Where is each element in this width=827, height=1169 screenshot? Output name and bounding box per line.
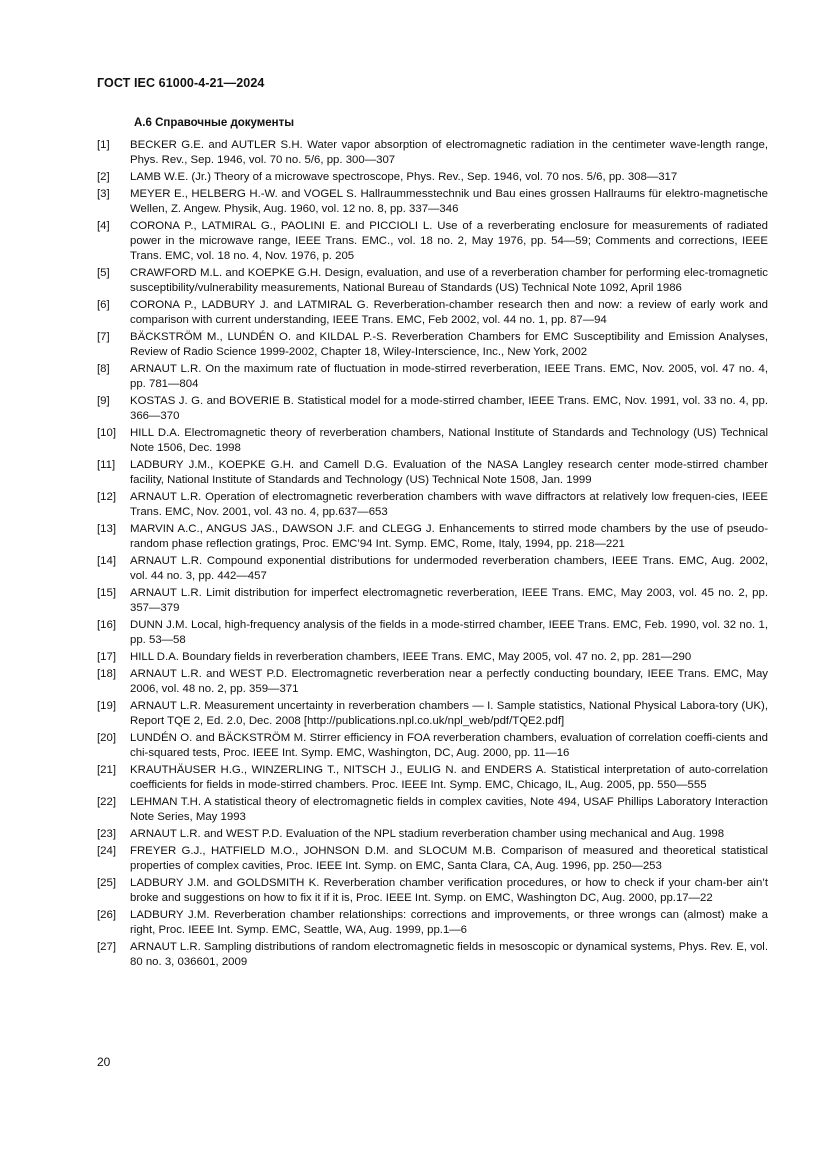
reference-item (97, 763, 768, 793)
reference-number: [21] (97, 763, 116, 776)
reference-text: ARNAUT L.R. Limit distribution for imperfect electromagnetic reverberation, IEEE Trans. EMC, May 2003, vol. 45 no. 2, pp. 357—379 (130, 587, 768, 615)
reference-number: [4] (97, 219, 110, 232)
reference-text: ARNAUT L.R. and WEST P.D. Electromagnetic reverberation near a perfectly conducting boundary, IEEE Trans. EMC, May 2006, vol. 48 no. 2, pp. 359—371 (130, 667, 768, 695)
reference-number: [1] (97, 139, 110, 151)
reference-number: [23] (97, 827, 116, 840)
section-title: А.6 Справочные документы (134, 117, 295, 129)
reference-item (97, 650, 768, 665)
reference-item (97, 586, 768, 616)
reference-text: CORONA P., LADBURY J. and LATMIRAL G. Reverberation-chamber research then and now: a review of early work and comparison with current understanding, IEEE Trans. EMC, Feb 2002, vol. 44 no. 1, pp. 87—94 (130, 299, 768, 327)
reference-text: MARVIN A.C., ANGUS JAS., DAWSON J.F. and CLEGG J. Enhancements to stirred mode chambers by the use of pseudo-random phase reflection gratings, Proc. EMC’94 Int. Symp. EMC, Rome, Italy, 1994, pp. 218—221 (130, 523, 768, 551)
reference-number: [10] (97, 427, 116, 439)
reference-text: LEHMAN T.H. A statistical theory of electromagnetic fields in complex cavities, Note 494, USAF Phillips Laboratory Interaction Note Series, May 1993 (130, 795, 768, 823)
reference-number: [18] (97, 667, 116, 680)
reference-text: ARNAUT L.R. Compound exponential distributions for undermoded reverberation chambers, IEEE Trans. EMC, Aug. 2002, vol. 44 no. 3, pp. 442—457 (130, 555, 768, 583)
reference-text: FREYER G.J., HATFIELD M.O., JOHNSON D.M. and SLOCUM M.B. Comparison of measured and theoretical statistical properties of complex cavities, Proc. IEEE Int. Symp. on EMC, Santa Clara, CA, Aug. 1996, pp. 250—253 (130, 844, 768, 872)
reference-item (97, 618, 768, 648)
reference-item (97, 426, 768, 456)
reference-item (97, 298, 768, 328)
reference-number: [13] (97, 523, 116, 535)
reference-text: LADBURY J.M. and GOLDSMITH K. Reverberation chamber verification procedures, or how to check if your cham-ber ain’t broke and suggestions on how to fix it if it is, Proc. IEEE Int. Symp. on EMC, Washington DC, Aug. 2000, pp.17—22 (130, 876, 768, 904)
reference-item (97, 458, 768, 488)
reference-number: [11] (97, 459, 116, 471)
reference-number: [25] (97, 876, 116, 889)
reference-text: LADBURY J.M. Reverberation chamber relationships: corrections and improvements, or three wrongs can (almost) make a right, Proc. IEEE Int. Symp. EMC, Seattle, WA, Aug. 1999, pp.1—6 (130, 908, 768, 936)
reference-item (97, 362, 768, 392)
reference-number: [27] (97, 940, 116, 953)
page-number: 20 (97, 1055, 111, 1069)
reference-text: BÄCKSTRÖM M., LUNDÉN O. and KILDAL P.-S. Reverberation Chambers for EMC Susceptibility and Emission Analyses, Review of Radio Science 1999-2002, Chapter 18, Wiley-Interscience, Inc., New York, 2002 (130, 331, 768, 359)
reference-item (97, 844, 768, 874)
reference-text: HILL D.A. Electromagnetic theory of reverberation chambers, National Institute of Standards and Technology (US) Technical Note 1506, Dec. 1998 (130, 427, 768, 455)
reference-text: BECKER G.E. and AUTLER S.H. Water vapor absorption of electromagnetic radiation in the centimeter wave-length range, Phys. Rev., Sep. 1946, vol. 70 no. 5/6, pp. 300—307 (130, 139, 768, 167)
reference-text: ARNAUT L.R. On the maximum rate of fluctuation in mode-stirred reverberation, IEEE Trans. EMC, Nov. 2005, vol. 47 no. 4, pp. 781—804 (130, 363, 768, 391)
reference-number: [3] (97, 187, 110, 200)
reference-item (97, 795, 768, 825)
reference-item (97, 908, 768, 938)
reference-number: [16] (97, 619, 116, 631)
reference-text: MEYER E., HELBERG H.-W. and VOGEL S. Hallraummesstechnik und Bau eines grossen Hallraums für elektro-magnetische Wellen, Z. Angew. Physik, Aug. 1960, vol. 12 no. 8, pp. 337—346 (130, 187, 768, 215)
reference-item (97, 490, 768, 520)
reference-text: ARNAUT L.R. Operation of electromagnetic reverberation chambers with wave diffractors at relatively low frequen-cies, IEEE Trans. EMC, Nov. 2001, vol. 43 no. 4, pp.637—653 (130, 491, 768, 519)
reference-number: [9] (97, 395, 110, 407)
reference-item (97, 667, 768, 697)
reference-text: LAMB W.E. (Jr.) Theory of a microwave spectroscope, Phys. Rev., Sep. 1946, vol. 70 nos. 5/6, pp. 308—317 (130, 171, 678, 183)
reference-text: CORONA P., LATMIRAL G., PAOLINI E. and PICCIOLI L. Use of a reverberating enclosure for measurements of radiated power in the microwave range, IEEE Trans. EMC., vol. 18 no. 2, May 1976, pp. 54—59; Comments and corrections, IEEE Trans. EMC, vol. 18 no. 4, Nov. 1976, p. 205 (130, 219, 768, 263)
reference-text: ARNAUT L.R. and WEST P.D. Evaluation of the NPL stadium reverberation chamber using mechanical and Aug. 1998 (130, 827, 725, 840)
reference-text: DUNN J.M. Local, high-frequency analysis of the fields in a mode-stirred chamber, IEEE Trans. EMC, Feb. 1990, vol. 32 no. 1, pp. 53—58 (130, 619, 768, 647)
reference-item (97, 219, 768, 265)
reference-number: [22] (97, 795, 116, 808)
reference-number: [15] (97, 587, 116, 599)
reference-item (97, 940, 768, 970)
reference-number: [14] (97, 555, 116, 567)
reference-number: [7] (97, 331, 110, 343)
reference-item (97, 554, 768, 584)
reference-text: ARNAUT L.R. Measurement uncertainty in reverberation chambers — I. Sample statistics, National Physical Labora-tory (UK), Report TQE 2, Ed. 2.0, Dec. 2008 [http://publications.npl.co.uk/npl_web/pdf/TQE2.pdf] (130, 699, 768, 727)
reference-number: [6] (97, 299, 110, 311)
reference-item (97, 138, 768, 168)
reference-item (97, 699, 768, 729)
reference-list (97, 138, 768, 972)
reference-item (97, 731, 768, 761)
reference-item (97, 522, 768, 552)
reference-number: [26] (97, 908, 116, 921)
reference-number: [19] (97, 699, 116, 712)
document-header: ГОСТ IEC 61000-4-21—2024 (97, 76, 265, 90)
reference-text: KOSTAS J. G. and BOVERIE B. Statistical model for a mode-stirred chamber, IEEE Trans. EMC, Nov. 1991, vol. 33 no. 4, pp. 366—370 (130, 395, 768, 423)
reference-number: [5] (97, 267, 110, 279)
reference-number: [17] (97, 651, 116, 663)
reference-item (97, 827, 768, 842)
reference-text: LADBURY J.M., KOEPKE G.H. and Camell D.G. Evaluation of the NASA Langley research center mode-stirred chamber facility, National Institute of Standards and Technology (US) Technical Note 1508, Jan. 1999 (130, 459, 768, 487)
reference-text: ARNAUT L.R. Sampling distributions of random electromagnetic fields in mesoscopic or dynamical systems, Phys. Rev. E, vol. 80 no. 3, 036601, 2009 (130, 940, 768, 968)
reference-item (97, 187, 768, 217)
reference-item (97, 394, 768, 424)
reference-number: [8] (97, 363, 110, 375)
reference-text: KRAUTHÄUSER H.G., WINZERLING T., NITSCH J., EULIG N. and ENDERS A. Statistical interpretation of auto-correlation coefficients for fields in mode-stirred chambers. Proc. IEEE Int. Symp. EMC, Chicago, IL, Aug. 2005, pp. 550—555 (130, 763, 768, 791)
reference-number: [20] (97, 731, 116, 744)
reference-item (97, 330, 768, 360)
reference-text: HILL D.A. Boundary fields in reverberation chambers, IEEE Trans. EMC, May 2005, vol. 47 no. 2, pp. 281—290 (130, 651, 692, 663)
reference-text: LUNDÉN O. and BÄCKSTRÖM M. Stirrer efficiency in FOA reverberation chambers, evaluation of correlation coeffi-cients and chi-squared tests, Proc. IEEE Int. Symp. EMC, Washington, DC, Aug. 2000, pp. 11—16 (130, 731, 768, 759)
reference-number: [24] (97, 844, 116, 857)
reference-number: [12] (97, 491, 116, 503)
reference-number: [2] (97, 171, 110, 183)
reference-item (97, 266, 768, 296)
reference-item (97, 170, 768, 185)
reference-item (97, 876, 768, 906)
reference-text: CRAWFORD M.L. and KOEPKE G.H. Design, evaluation, and use of a reverberation chamber for performing elec-tromagnetic susceptibility/vulnerability measurements, National Bureau of Standards (US) Technical Note 1092, April 1986 (130, 267, 768, 295)
